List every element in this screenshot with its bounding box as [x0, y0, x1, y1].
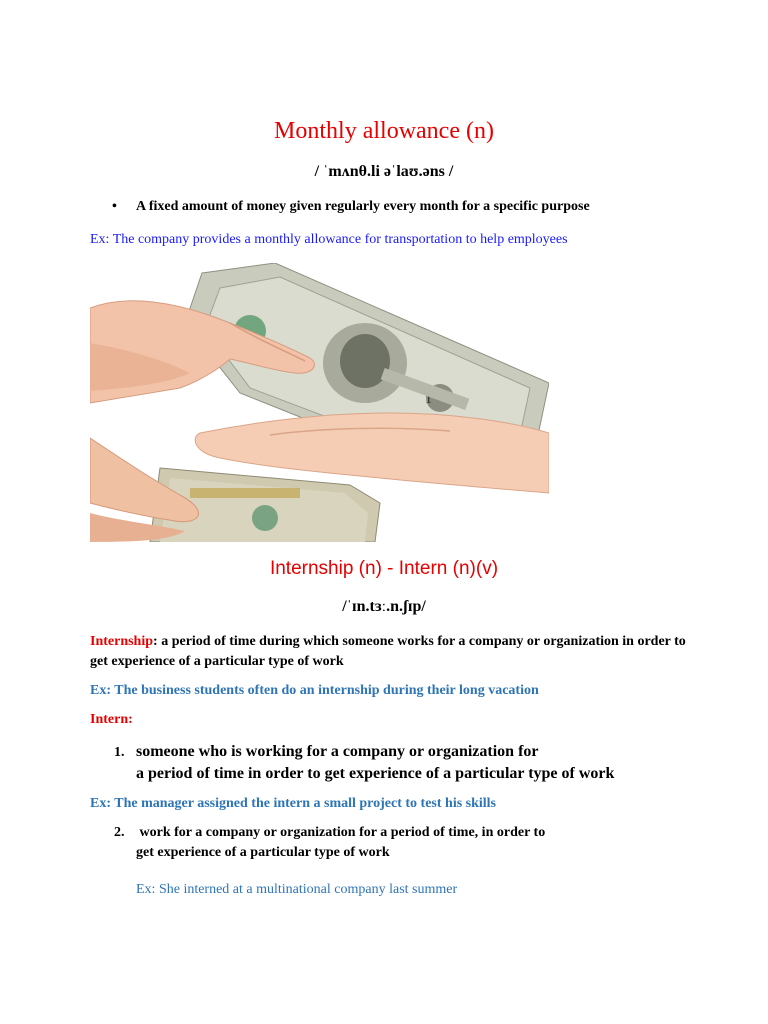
section-title-internship: Internship (n) - Intern (n)(v) — [269, 558, 499, 579]
example-intern-noun: Ex: The manager assigned the intern a small project to test his skills — [90, 796, 497, 811]
example-monthly-allowance: Ex: The company provides a monthly allowance for transportation to help employees — [90, 232, 568, 247]
term-internship: Internship — [90, 634, 154, 649]
list-item-meaning-1 — [114, 741, 539, 764]
bullet-item-definition — [112, 198, 590, 216]
term-intern: Intern — [90, 712, 129, 727]
meaning-1-line-2: a period of time in order to get experience of a particular type of work — [136, 765, 615, 782]
page-title-monthly-allowance: Monthly allowance (n) — [274, 118, 494, 144]
phonetic-monthly-allowance: / ˈmʌnθ.li əˈlaʊ.əns / — [314, 163, 454, 180]
meaning-1-line-1: someone who is working for a company or organization for — [136, 743, 539, 760]
definition-monthly-allowance: A fixed amount of money given regularly every month for a specific purpose — [136, 199, 590, 214]
list-item-meaning-2 — [114, 823, 545, 843]
phonetic-internship: /ˈɪn.tɜː.n.ʃɪp/ — [342, 598, 426, 615]
svg-text:1: 1 — [425, 392, 432, 407]
term-colon: : — [153, 634, 158, 649]
definition-internship — [90, 632, 690, 672]
example-internship: Ex: The business students often do an internship during their long vacation — [90, 683, 539, 698]
list-marker-1: 1. — [114, 745, 125, 760]
term-intern-heading — [90, 711, 133, 729]
definition-internship-text: a period of time during which someone works for a company or organization in order to get experience of a particular type of work — [90, 634, 686, 669]
list-marker-2: 2. — [114, 825, 125, 840]
example-intern-verb: Ex: She interned at a multinational company last summer — [136, 882, 458, 897]
money-handover-illustration — [90, 263, 549, 542]
term-intern-colon: : — [128, 712, 133, 727]
meaning-2-line-2: get experience of a particular type of work — [136, 845, 390, 860]
bullet-marker: • — [112, 199, 117, 214]
money-handover-photo — [90, 263, 549, 542]
meaning-2-line-1: work for a company or organization for a period of time, in order to — [136, 825, 546, 840]
